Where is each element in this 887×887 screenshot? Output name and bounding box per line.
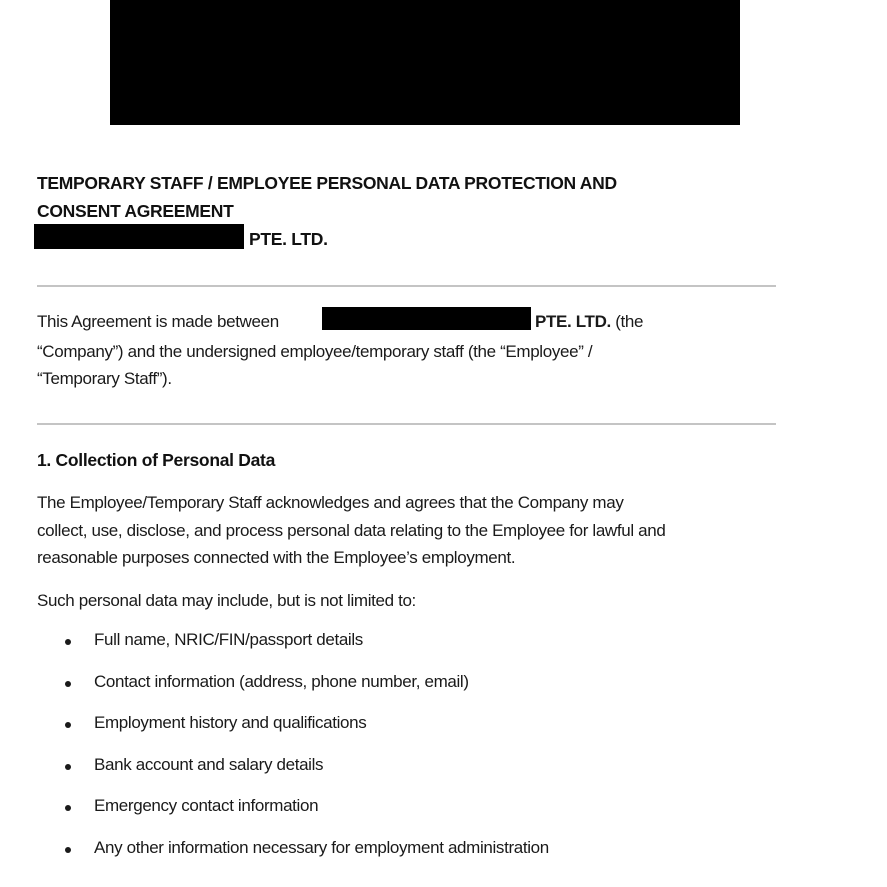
intro-line-1-suffix: (the — [610, 312, 644, 331]
list-item — [60, 672, 760, 696]
intro-line-3: “Temporary Staff”). — [37, 369, 172, 388]
paragraph-line: collect, use, disclose, and process personal data relating to the Employee for lawful and — [37, 521, 666, 540]
redacted-logo-block — [110, 0, 740, 125]
redacted-company-name — [34, 224, 244, 249]
paragraph-line: The Employee/Temporary Staff acknowledges and agrees that the Company may — [37, 493, 624, 512]
section-heading: 1. Collection of Personal Data — [37, 450, 275, 470]
bullet-icon — [65, 722, 71, 728]
intro-line-2: “Company”) and the undersigned employee/temporary staff (the “Employee” / — [37, 342, 593, 361]
bullet-icon — [65, 805, 71, 811]
intro-line-1-prefix: This Agreement is made between — [37, 312, 279, 331]
list-item-text: Contact information (address, phone number, email) — [94, 672, 469, 691]
list-item — [60, 630, 760, 654]
paragraph-line: reasonable purposes connected with the Employee’s employment. — [37, 548, 516, 567]
bullet-icon — [65, 764, 71, 770]
document-title-line-1: TEMPORARY STAFF / EMPLOYEE PERSONAL DATA PROTECTION AND — [37, 173, 617, 193]
intro-company-suffix: PTE. LTD. — [535, 312, 611, 331]
bullet-icon — [65, 847, 71, 853]
bullet-icon — [65, 639, 71, 645]
list-item — [60, 796, 760, 820]
divider-middle — [37, 423, 776, 425]
list-item-text: Emergency contact information — [94, 796, 319, 815]
list-item — [60, 838, 760, 862]
divider-top — [37, 285, 776, 287]
list-intro: Such personal data may include, but is not limited to: — [37, 591, 416, 610]
list-item — [60, 755, 760, 779]
document-title-line-2: CONSENT AGREEMENT — [37, 201, 234, 221]
list-item-text: Any other information necessary for employment administration — [94, 838, 549, 857]
list-item-text: Bank account and salary details — [94, 755, 324, 774]
list-item-text: Employment history and qualifications — [94, 713, 367, 732]
list-item-text: Full name, NRIC/FIN/passport details — [94, 630, 363, 649]
list-item — [60, 713, 760, 737]
redacted-company-name-intro — [322, 307, 531, 330]
bullet-icon — [65, 681, 71, 687]
intro-line-1-company — [535, 312, 643, 332]
company-suffix: PTE. LTD. — [249, 229, 328, 249]
